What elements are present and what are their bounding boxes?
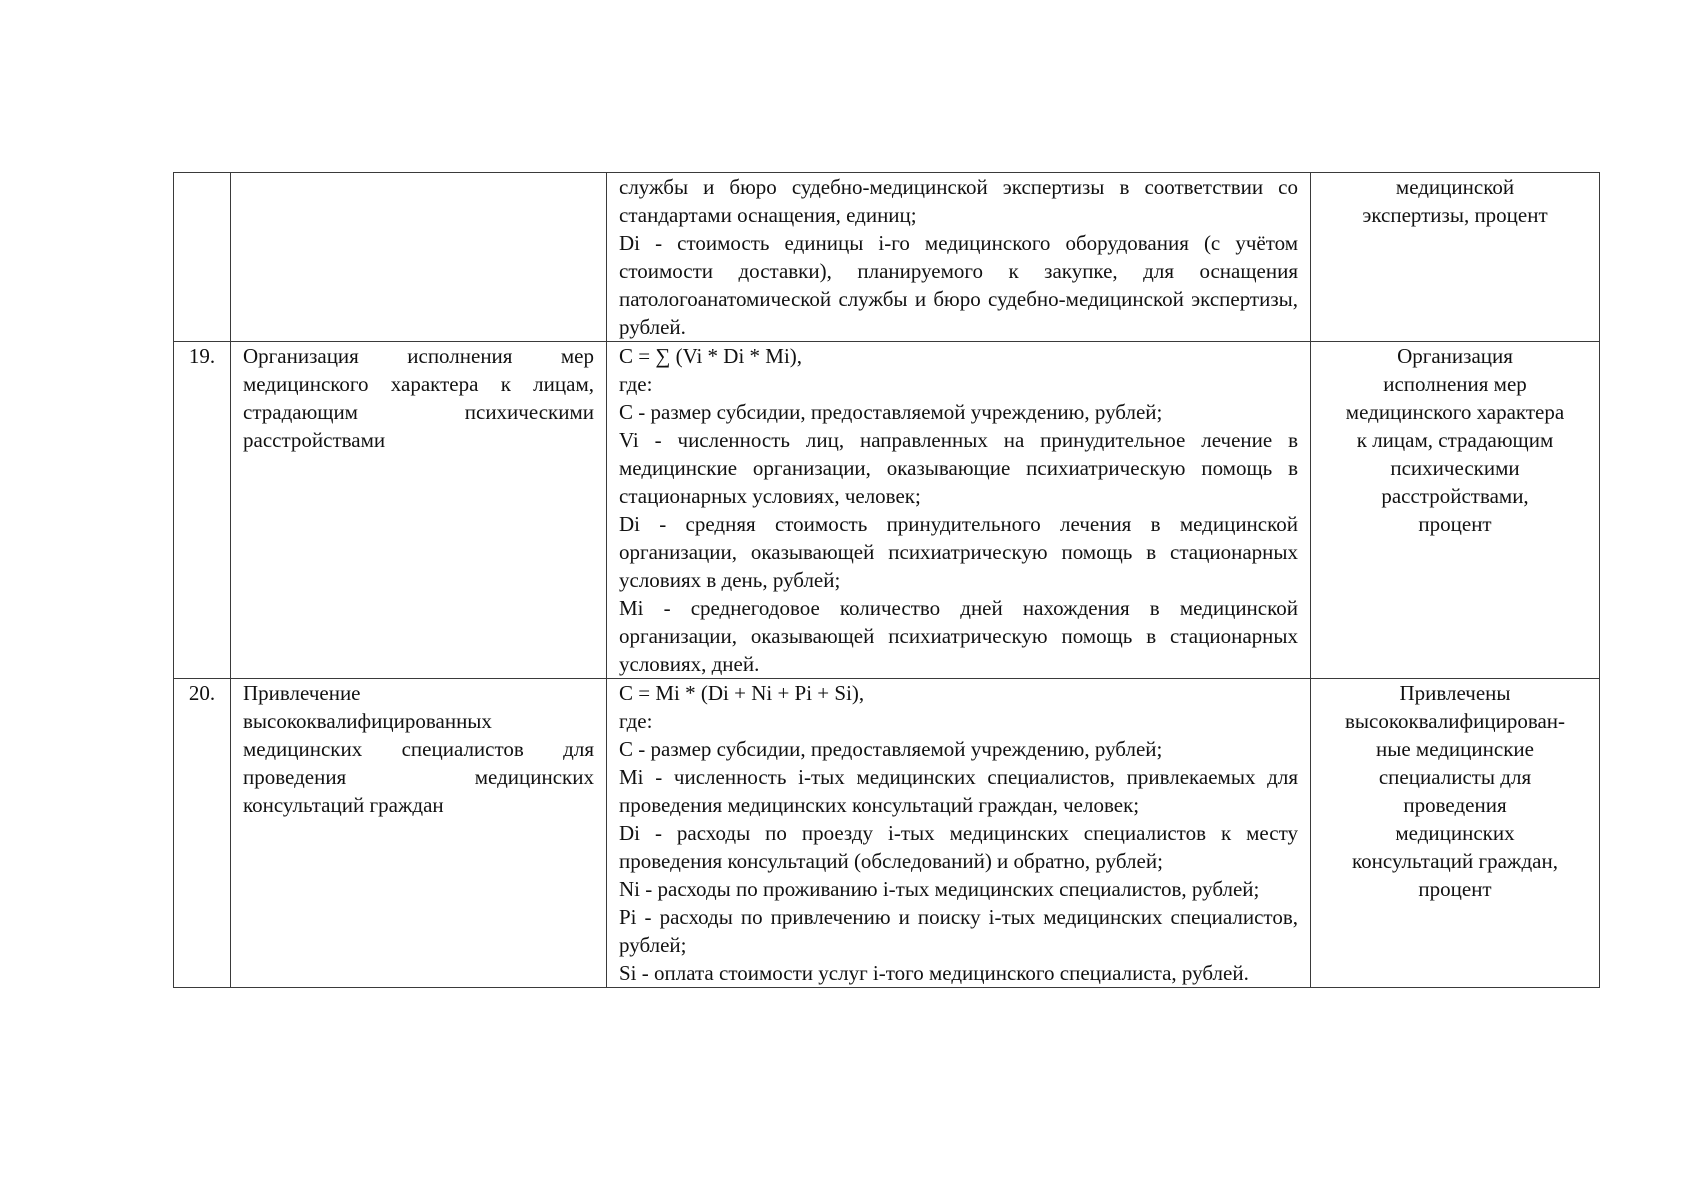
row-name-cell bbox=[231, 342, 607, 679]
result-line: медицинских bbox=[1395, 821, 1515, 845]
result-line: проведения bbox=[1403, 793, 1507, 817]
row-number-cell bbox=[174, 173, 231, 342]
formula-line: Pi - расходы по привлечению и поиску i-тых медицинских специалистов, рублей; bbox=[619, 905, 1298, 957]
row-name-cell bbox=[231, 173, 607, 342]
row-formula-cell bbox=[607, 342, 1311, 679]
formula-line: где: bbox=[619, 372, 653, 396]
result-line: к лицам, страдающим bbox=[1356, 428, 1554, 452]
row-name-text: Организация исполнения мер медицинского характера к лицам, страдающим психическими расстройствами bbox=[243, 344, 594, 452]
result-line: психическими bbox=[1390, 456, 1520, 480]
formula-line: Vi - численность лиц, направленных на принудительное лечение в медицинские организации, оказывающие психиатрическую помощь в стационарных условиях, человек; bbox=[619, 428, 1298, 508]
result-line: процент bbox=[1418, 512, 1492, 536]
formula-line: Mi - среднегодовое количество дней нахождения в медицинской организации, оказывающей психиатрическую помощь в стационарных условиях, дней. bbox=[619, 596, 1298, 676]
formula-line: Si - оплата стоимости услуг i-того медицинского специалиста, рублей. bbox=[619, 961, 1249, 985]
formula-line: Di - средняя стоимость принудительного лечения в медицинской организации, оказывающей психиатрическую помощь в стационарных условиях в день, рублей; bbox=[619, 512, 1298, 592]
formula-line: C - размер субсидии, предоставляемой учреждению, рублей; bbox=[619, 400, 1163, 424]
row-name-cell bbox=[231, 679, 607, 988]
result-line: экспертизы, процент bbox=[1362, 203, 1548, 227]
row-formula-cell bbox=[607, 679, 1311, 988]
row-result-cell bbox=[1311, 679, 1600, 988]
result-line: консультаций граждан, bbox=[1352, 849, 1558, 873]
formula-line: службы и бюро судебно-медицинской экспертизы в соответствии со стандартами оснащения, единиц; bbox=[619, 175, 1298, 227]
formula-line: C = ∑ (Vi * Di * Mi), bbox=[619, 344, 803, 368]
formula-line: Di - расходы по проезду i-тых медицинских специалистов к месту проведения консультаций (обследований) и обратно, рублей; bbox=[619, 821, 1298, 873]
row-result-cell bbox=[1311, 342, 1600, 679]
formula-line: Mi - численность i-тых медицинских специалистов, привлекаемых для проведения медицинских консультаций граждан, человек; bbox=[619, 765, 1298, 817]
row-number-cell: 20. bbox=[174, 679, 231, 988]
result-line: расстройствами, bbox=[1381, 484, 1529, 508]
result-line: Организация bbox=[1397, 344, 1513, 368]
formula-line: C - размер субсидии, предоставляемой учреждению, рублей; bbox=[619, 737, 1163, 761]
result-line: медицинской bbox=[1395, 175, 1515, 199]
table-row bbox=[174, 173, 1600, 342]
formula-line: Di - стоимость единицы i-го медицинского оборудования (с учётом стоимости доставки), планируемого к закупке, для оснащения патологоанатомической службы и бюро судебно-медицинской экспертизы, рублей. bbox=[619, 231, 1298, 339]
formula-line: где: bbox=[619, 709, 653, 733]
result-line: специалисты для bbox=[1378, 765, 1532, 789]
row-result-cell bbox=[1311, 173, 1600, 342]
result-line: процент bbox=[1418, 877, 1492, 901]
result-line: ные медицинские bbox=[1376, 737, 1534, 761]
row-formula-cell bbox=[607, 173, 1311, 342]
formula-line: C = Mi * (Di + Ni + Pi + Si), bbox=[619, 681, 865, 705]
result-line: высококвалифицирован- bbox=[1344, 709, 1566, 733]
row-number-cell: 19. bbox=[174, 342, 231, 679]
formula-line: Ni - расходы по проживанию i-тых медицинских специалистов, рублей; bbox=[619, 877, 1260, 901]
calculation-table bbox=[173, 172, 1600, 988]
result-line: медицинского характера bbox=[1345, 400, 1565, 424]
result-line: Привлечены bbox=[1399, 681, 1511, 705]
table-row bbox=[174, 679, 1600, 988]
table-row bbox=[174, 342, 1600, 679]
result-line: исполнения мер bbox=[1383, 372, 1527, 396]
row-name-text: Привлечение высококвалифицированных медицинских специалистов для проведения медицинских консультаций граждан bbox=[243, 681, 594, 817]
